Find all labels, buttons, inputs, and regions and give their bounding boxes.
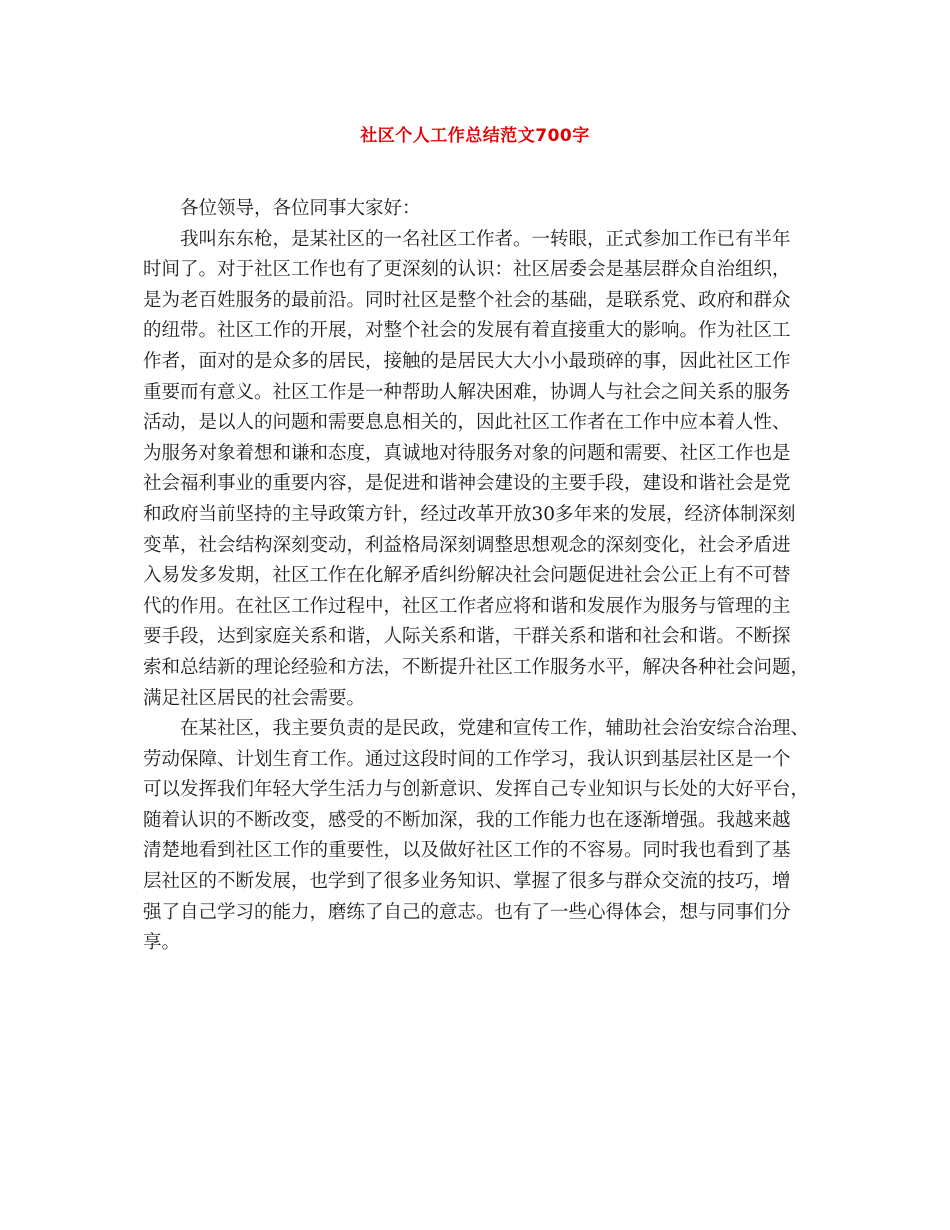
greeting-paragraph	[143, 194, 803, 225]
paragraph-1-line: 为服务对象着想和谦和态度，真诚地对待服务对象的问题和需要、社区工作也是	[143, 442, 791, 464]
paragraph-1-line: 入易发多发期，社区工作在化解矛盾纠纷解决社会问题促进社会公正上有不可替	[143, 565, 791, 587]
paragraph-2-line: 随着认识的不断改变，感受的不断加深，我的工作能力也在逐渐增强。我越来越	[143, 809, 791, 831]
paragraph-1-line: 作者，面对的是众多的居民，接触的是居民大大小小最琐碎的事，因此社区工作	[143, 350, 791, 372]
paragraph-1-line: 索和总结新的理论经验和方法，不断提升社区工作服务水平，解决各种社会问题，	[143, 656, 810, 678]
paragraph-1-line: 是为老百姓服务的最前沿。同时社区是整个社会的基础，是联系党、政府和群众	[143, 289, 791, 311]
paragraph-2-line: 享。	[143, 932, 181, 954]
paragraph-1-line: 要手段，达到家庭关系和谐，人际关系和谐，干群关系和谐和社会和谐。不断探	[143, 626, 791, 648]
paragraph-1-line: 代的作用。在社区工作过程中，社区工作者应将和谐和发展作为服务与管理的主	[143, 595, 791, 617]
paragraph-1-line: 活动，是以人的问题和需要息息相关的，因此社区工作者在工作中应本着人性、	[143, 412, 791, 434]
document-body	[143, 194, 810, 959]
paragraph-1	[143, 225, 810, 715]
paragraph-1-line: 我叫东东枪，是某社区的一名社区工作者。一转眼，正式参加工作已有半年	[180, 228, 791, 250]
paragraph-1-line: 满足社区居民的社会需要。	[143, 687, 366, 709]
paragraph-2-line: 在某社区，我主要负责的是民政，党建和宣传工作，辅助社会治安综合治理、	[180, 718, 810, 740]
paragraph-2-line: 可以发挥我们年轻大学生活力与创新意识、发挥自己专业知识与长处的大好平台，	[143, 779, 810, 801]
paragraph-2-line: 清楚地看到社区工作的重要性，以及做好社区工作的不容易。同时我也看到了基	[143, 840, 791, 862]
paragraph-1-line: 时间了。对于社区工作也有了更深刻的认识：社区居委会是基层群众自治组织，	[143, 259, 791, 281]
paragraph-1-line: 重要而有意义。社区工作是一种帮助人解决困难，协调人与社会之间关系的服务	[143, 381, 791, 403]
document-title: 社区个人工作总结范文700字	[360, 126, 590, 146]
paragraph-2	[143, 714, 810, 959]
paragraph-1-line: 变革，社会结构深刻变动，利益格局深刻调整思想观念的深刻变化，社会矛盾进	[143, 534, 791, 556]
paragraph-2-line: 强了自己学习的能力，磨练了自己的意志。也有了一些心得体会，想与同事们分	[143, 901, 791, 923]
paragraph-1-line: 和政府当前坚持的主导政策方针，经过改革开放30多年来的发展，经济体制深刻	[143, 503, 796, 525]
paragraph-2-line: 层社区的不断发展，也学到了很多业务知识、掌握了很多与群众交流的技巧，增	[143, 871, 791, 893]
paragraph-2-line: 劳动保障、计划生育工作。通过这段时间的工作学习，我认识到基层社区是一个	[143, 748, 791, 770]
paragraph-1-line: 社会福利事业的重要内容，是促进和谐神会建设的主要手段，建设和谐社会是党	[143, 473, 791, 495]
greeting-line: 各位领导，各位同事大家好：	[180, 198, 421, 219]
paragraph-1-line: 的纽带。社区工作的开展，对整个社会的发展有着直接重大的影响。作为社区工	[143, 320, 791, 342]
